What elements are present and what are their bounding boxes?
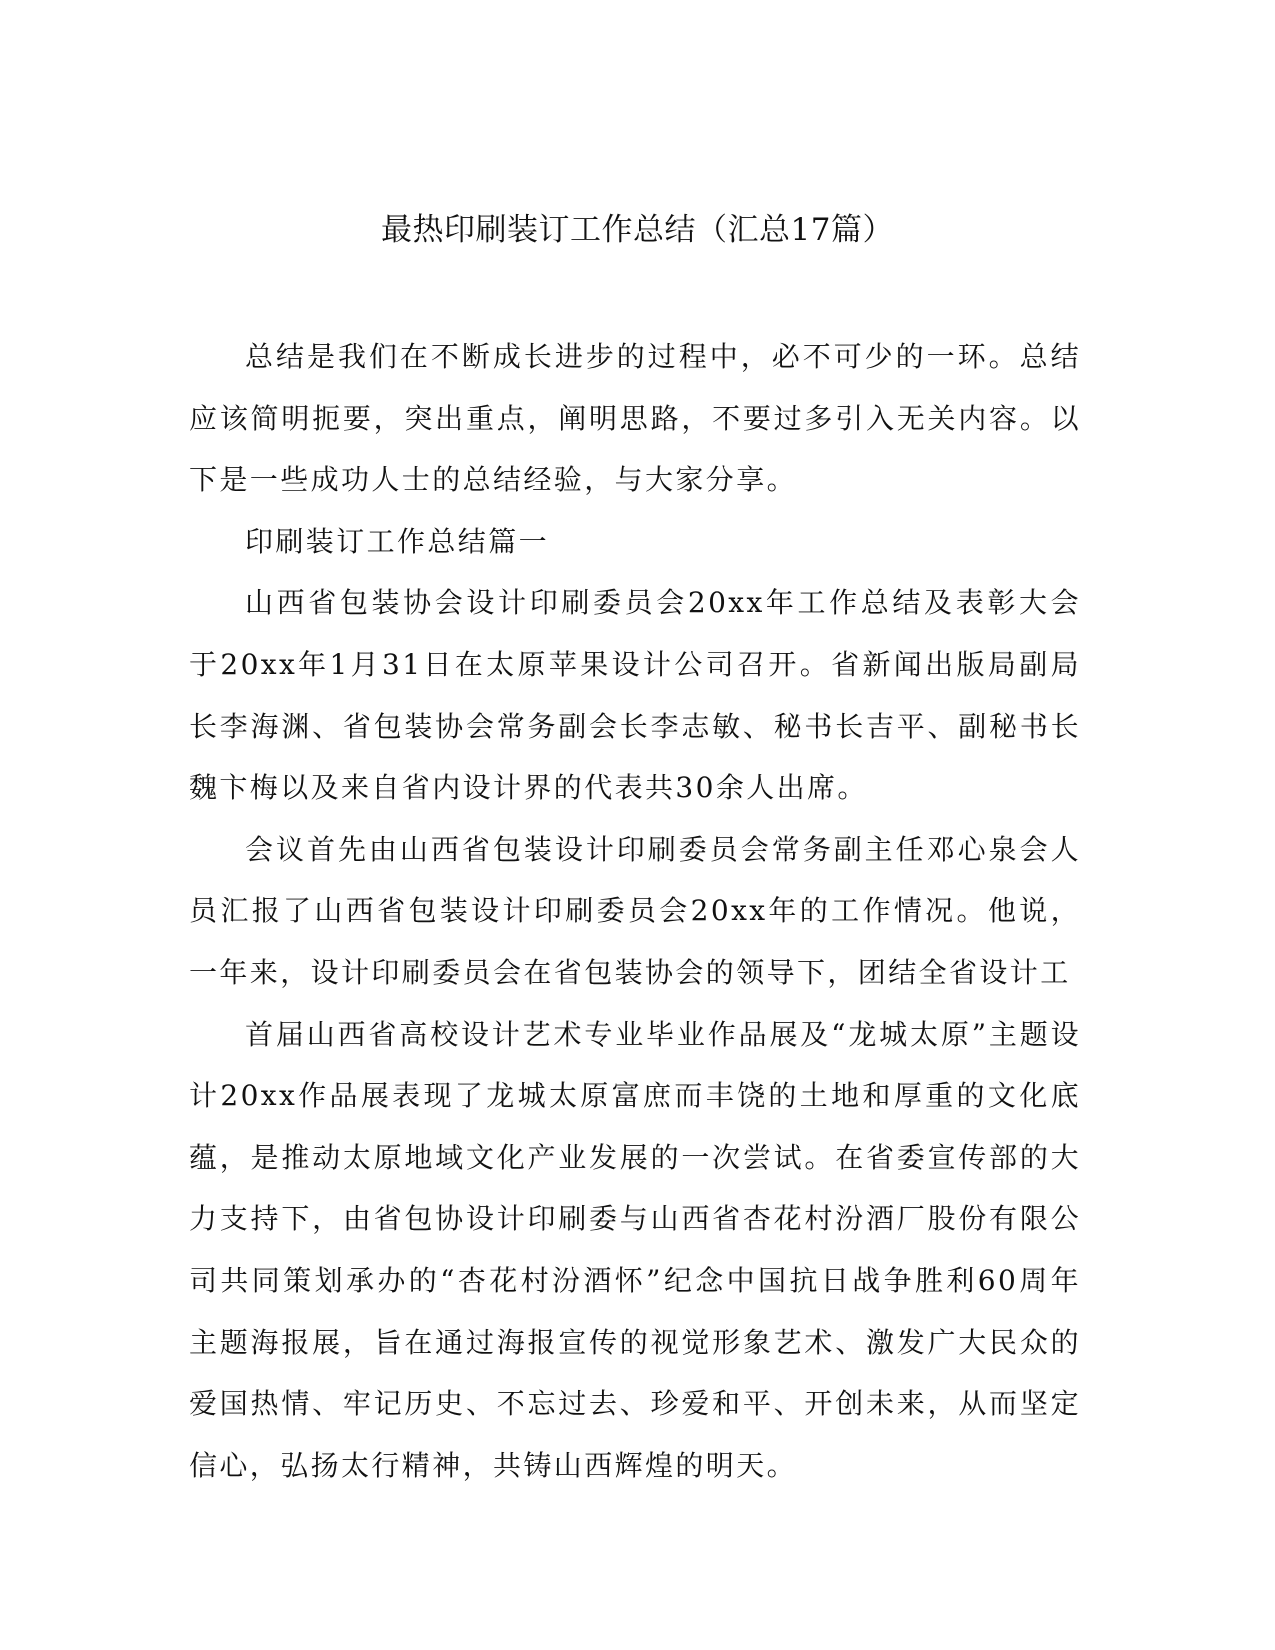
intro-paragraph: 总结是我们在不断成长进步的过程中，必不可少的一环。总结应该简明扼要，突出重点，阐明思路，不要过多引入无关内容。以下是一些成功人士的总结经验，与大家分享。 xyxy=(189,340,1081,497)
body-paragraph: 会议首先由山西省包装设计印刷委员会常务副主任邓心泉会人员汇报了山西省包装设计印刷委员会20xx年的工作情况。他说，一年来，设计印刷委员会在省包装协会的领导下，团结全省设计工 xyxy=(189,832,1081,989)
section-heading: 印刷装订工作总结篇一 xyxy=(245,524,550,558)
document-title: 最热印刷装订工作总结（汇总17篇） xyxy=(381,212,894,248)
body-paragraph: 山西省包装协会设计印刷委员会20xx年工作总结及表彰大会于20xx年1月31日在太原苹果设计公司召开。省新闻出版局副局长李海渊、省包装协会常务副会长李志敏、秘书长吉平、副秘书长魏卞梅以及来自省内设计界的代表共30余人出席。 xyxy=(189,586,1081,805)
document-body xyxy=(189,326,1081,1496)
body-paragraph: 首届山西省高校设计艺术专业毕业作品展及“龙城太原”主题设计20xx作品展表现了龙城太原富庶而丰饶的土地和厚重的文化底蕴，是推动太原地域文化产业发展的一次尝试。在省委宣传部的大力支持下，由省包协设计印刷委与山西省杏花村汾酒厂股份有限公司共同策划承办的“杏花村汾酒怀”纪念中国抗日战争胜利60周年主题海报展，旨在通过海报宣传的视觉形象艺术、激发广大民众的爱国热情、牢记历史、不忘过去、珍爱和平、开创未来，从而坚定信心，弘扬太行精神，共铸山西辉煌的明天。 xyxy=(189,1017,1081,1482)
